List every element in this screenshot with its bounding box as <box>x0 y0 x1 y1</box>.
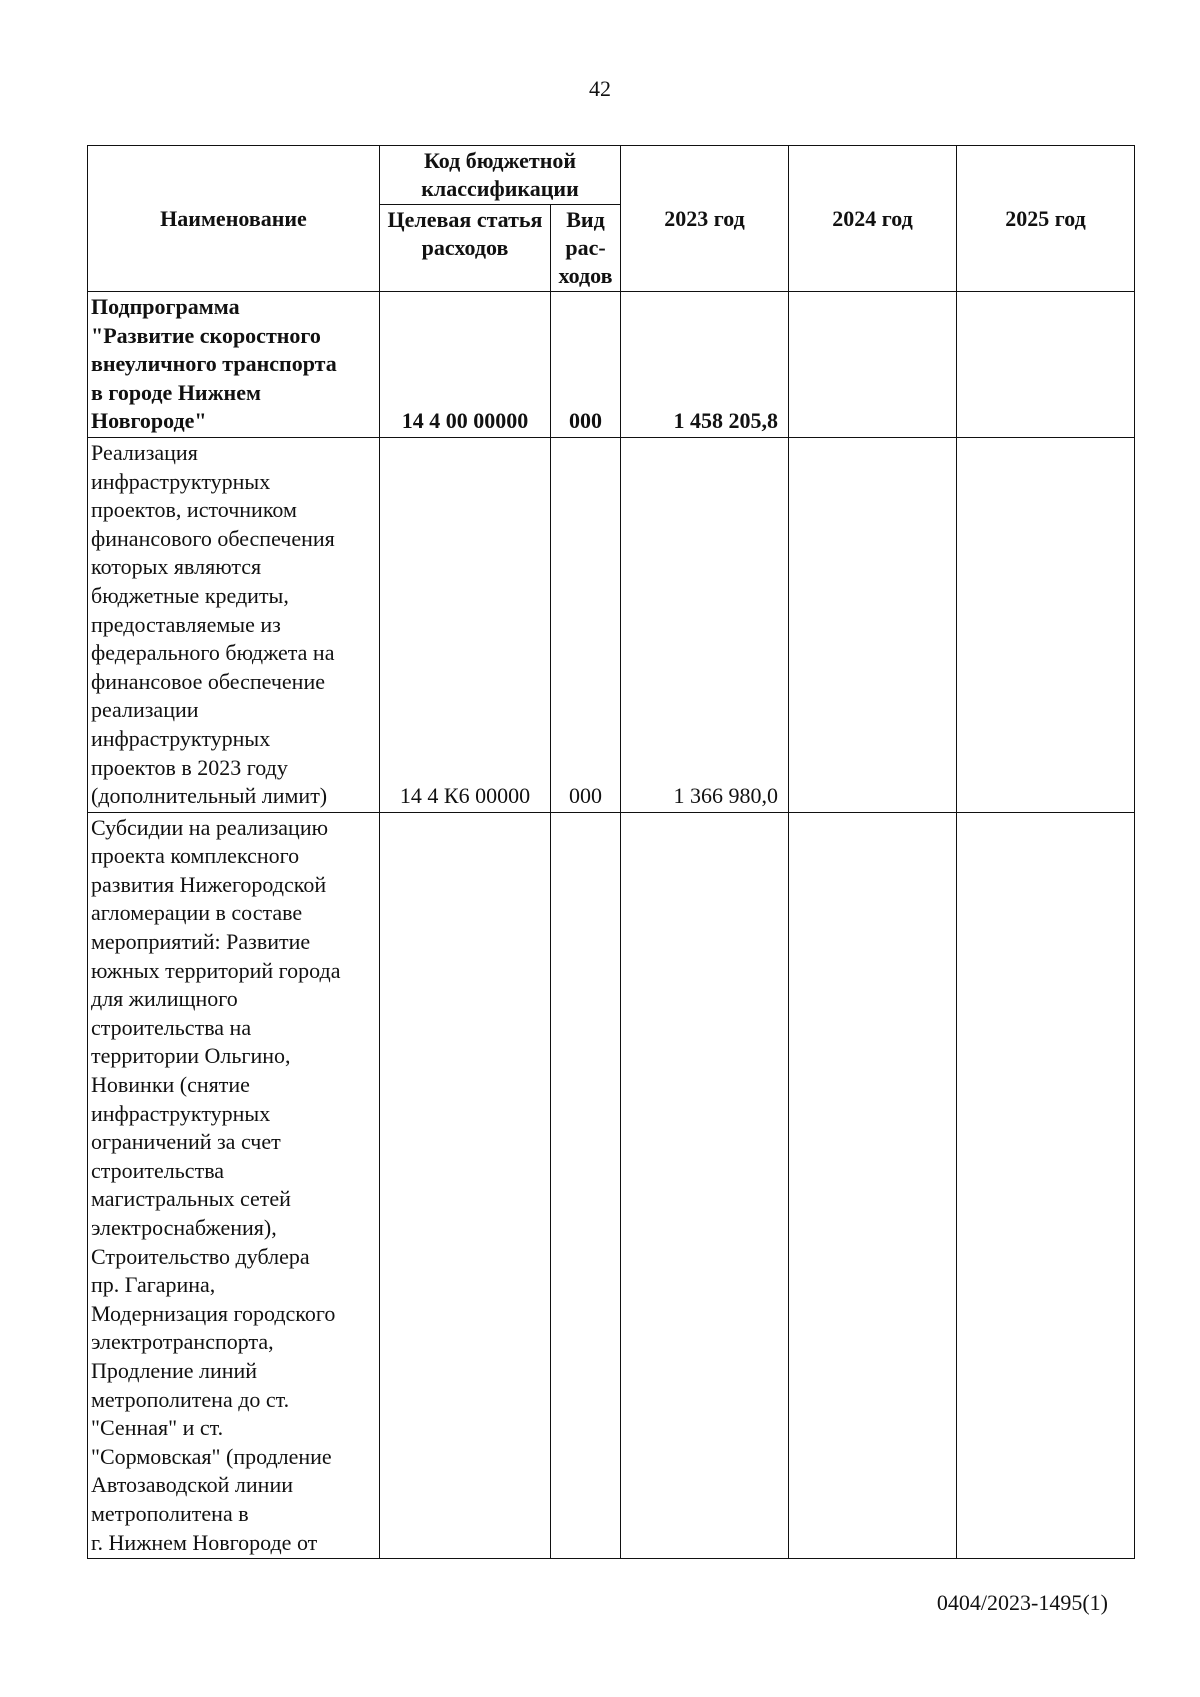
row-expense-type: 000 <box>551 437 621 812</box>
row-amount-2023 <box>621 812 789 1558</box>
row-target-article <box>380 812 551 1558</box>
table-row <box>88 812 1135 1558</box>
header-year-2023: 2023 год <box>621 146 789 292</box>
table-row <box>88 437 1135 812</box>
header-target-article: Целевая статья расходов <box>380 205 551 292</box>
row-amount-2023: 1 458 205,8 <box>621 292 789 438</box>
header-budget-code-group: Код бюджетной классификации <box>380 146 621 205</box>
row-target-article: 14 4 00 00000 <box>380 292 551 438</box>
row-name: Подпрограмма "Развитие скоростного внеуличного транспорта в городе Нижнем Новгороде" <box>88 292 380 438</box>
row-expense-type <box>551 812 621 1558</box>
row-target-article: 14 4 К6 00000 <box>380 437 551 812</box>
table-header <box>88 146 1135 292</box>
row-amount-2025 <box>957 437 1135 812</box>
header-year-2024: 2024 год <box>789 146 957 292</box>
row-name: Реализация инфраструктурных проектов, источником финансового обеспечения которых являются бюджетные кредиты, предоставляемые из федерального бюджета на финансовое обеспечение реализации инфраструктурных проектов в 2023 году (дополнительный лимит) <box>88 437 380 812</box>
header-expense-type: Вид рас-ходов <box>551 205 621 292</box>
header-name: Наименование <box>88 146 380 292</box>
row-expense-type: 000 <box>551 292 621 438</box>
page-number: 42 <box>589 76 611 101</box>
row-amount-2025 <box>957 292 1135 438</box>
header-year-2025: 2025 год <box>957 146 1135 292</box>
row-amount-2024 <box>789 292 957 438</box>
document-code: 0404/2023-1495(1) <box>936 1590 1108 1615</box>
row-amount-2023: 1 366 980,0 <box>621 437 789 812</box>
budget-table <box>87 145 1135 1559</box>
table-row <box>88 292 1135 438</box>
row-name: Субсидии на реализацию проекта комплексного развития Нижегородской агломерации в составе мероприятий: Развитие южных территорий города для жилищного строительства на территории Ольгино, Новинки (снятие инфраструктурных ограничений за счет строительства магистральных сетей электроснабжения), Строительство дублера пр. Гагарина, Модернизация городского электротранспорта, Продление линий метрополитена до ст. "Сенная" и ст. "Сормовская" (продление Автозаводской линии метрополитена в г. Нижнем Новгороде от <box>88 812 380 1558</box>
row-amount-2024 <box>789 812 957 1558</box>
row-amount-2025 <box>957 812 1135 1558</box>
row-amount-2024 <box>789 437 957 812</box>
